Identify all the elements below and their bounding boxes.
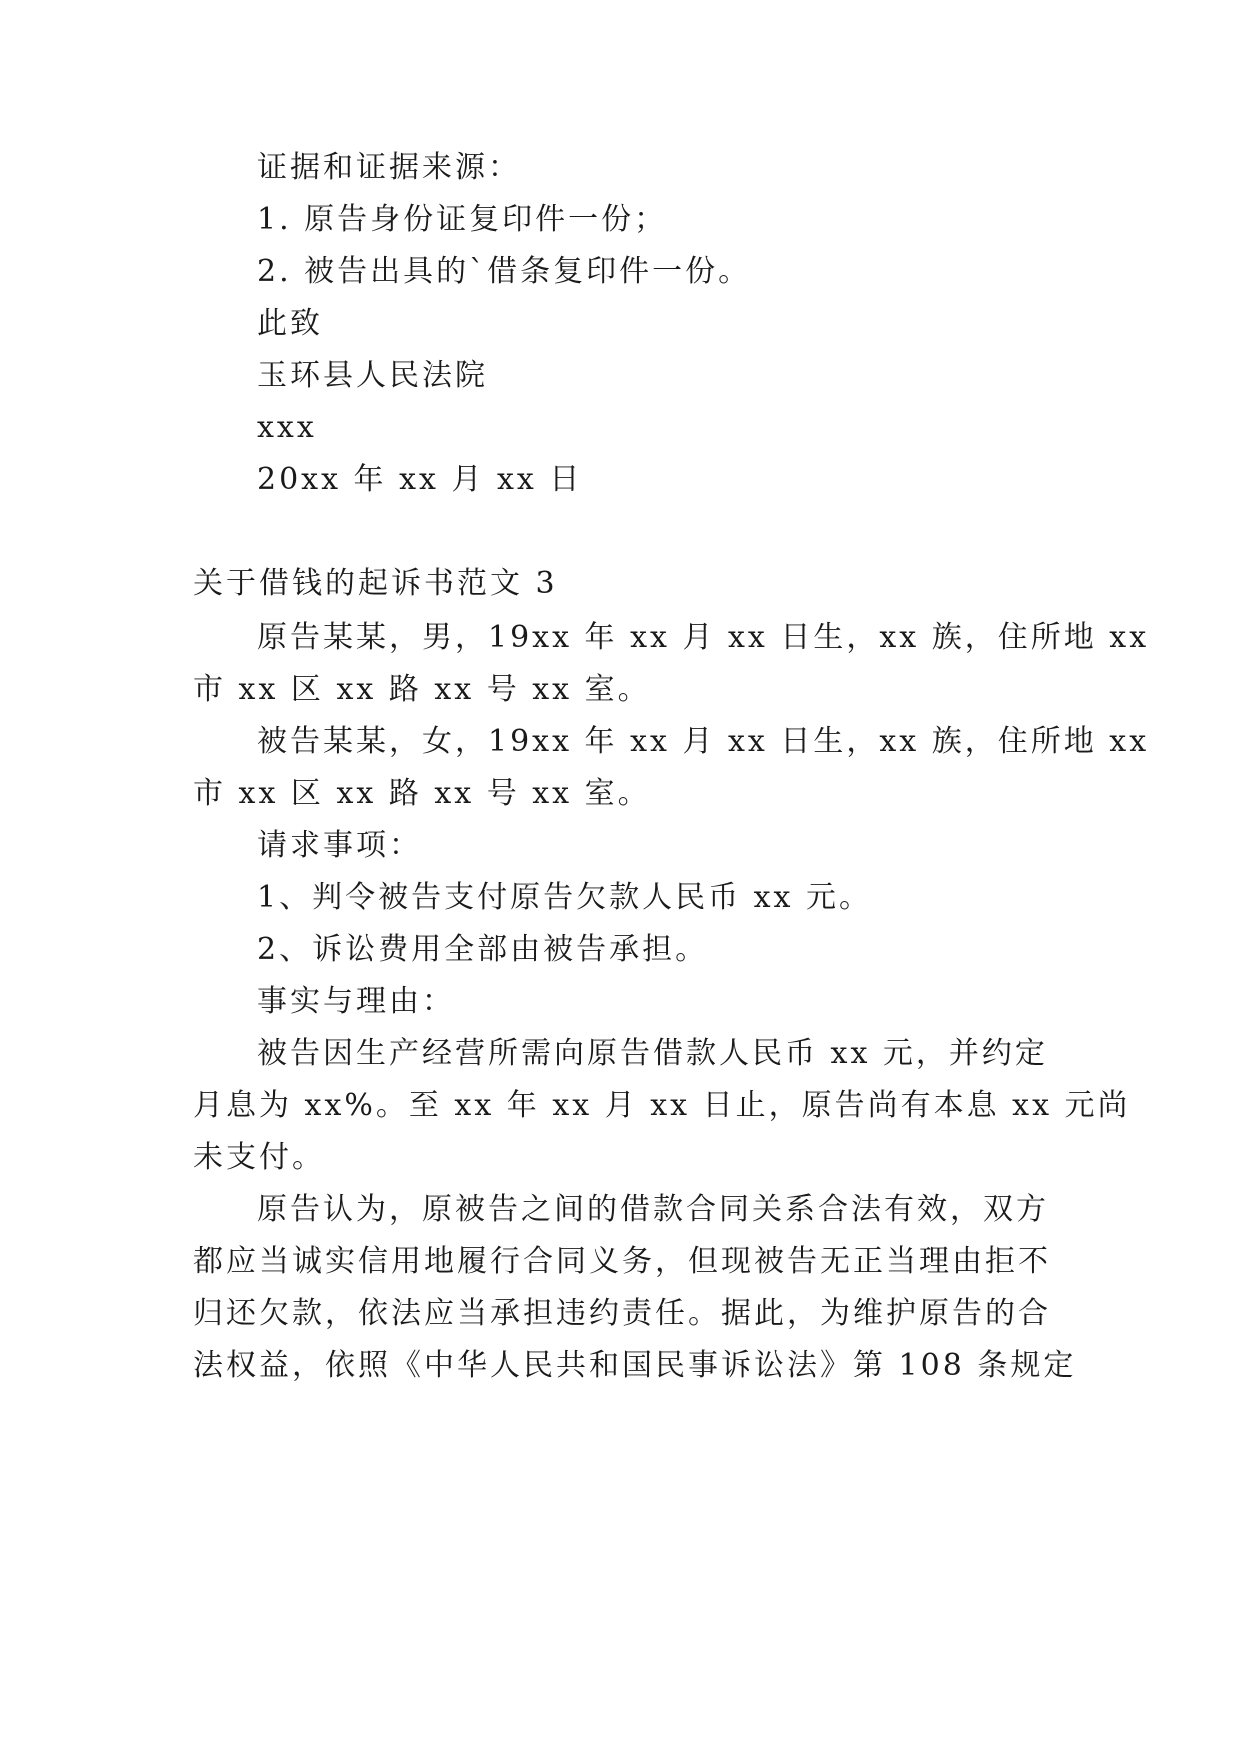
evidence-heading: 证据和证据来源： (257, 150, 521, 185)
facts-para2-line-2: 都应当诚实信用地履行合同义务，但现被告无正当理由拒不 (193, 1244, 1051, 1279)
court-name: 玉环县人民法院 (257, 358, 488, 393)
section-title: 关于借钱的起诉书范文 3 (193, 566, 558, 601)
facts-para2-line-1: 原告认为，原被告之间的借款合同关系合法有效，双方 (257, 1192, 1049, 1227)
facts-para1-line-1: 被告因生产经营所需向原告借款人民币 xx 元，并约定 (257, 1036, 1048, 1071)
defendant-line-1: 被告某某，女，19xx 年 xx 月 xx 日生，xx 族，住所地 xx (257, 724, 1150, 759)
facts-para1-line-3: 未支付。 (193, 1140, 325, 1175)
claim-2: 2、诉讼费用全部由被告承担。 (257, 932, 709, 967)
claim-1: 1、判令被告支付原告欠款人民币 xx 元。 (257, 880, 872, 915)
salutation: 此致 (257, 306, 323, 341)
facts-para2-line-4: 法权益，依照《中华人民共和国民事诉讼法》第 108 条规定 (193, 1348, 1077, 1383)
plaintiff-line-1: 原告某某，男，19xx 年 xx 月 xx 日生，xx 族，住所地 xx (257, 620, 1150, 655)
claims-heading: 请求事项： (257, 828, 422, 863)
evidence-item-1: 1. 原告身份证复印件一份； (257, 202, 668, 237)
facts-para2-line-3: 归还欠款，依法应当承担违约责任。据此，为维护原告的合 (193, 1296, 1051, 1331)
facts-heading: 事实与理由： (257, 984, 455, 1019)
facts-para1-line-2: 月息为 xx%。至 xx 年 xx 月 xx 日止，原告尚有本息 xx 元尚 (193, 1088, 1131, 1123)
date: 20xx 年 xx 月 xx 日 (257, 462, 583, 497)
plaintiff-line-2: 市 xx 区 xx 路 xx 号 xx 室。 (193, 672, 651, 707)
defendant-line-2: 市 xx 区 xx 路 xx 号 xx 室。 (193, 776, 651, 811)
evidence-item-2: 2. 被告出具的`借条复印件一份。 (257, 254, 752, 289)
signer: xxx (257, 410, 317, 445)
